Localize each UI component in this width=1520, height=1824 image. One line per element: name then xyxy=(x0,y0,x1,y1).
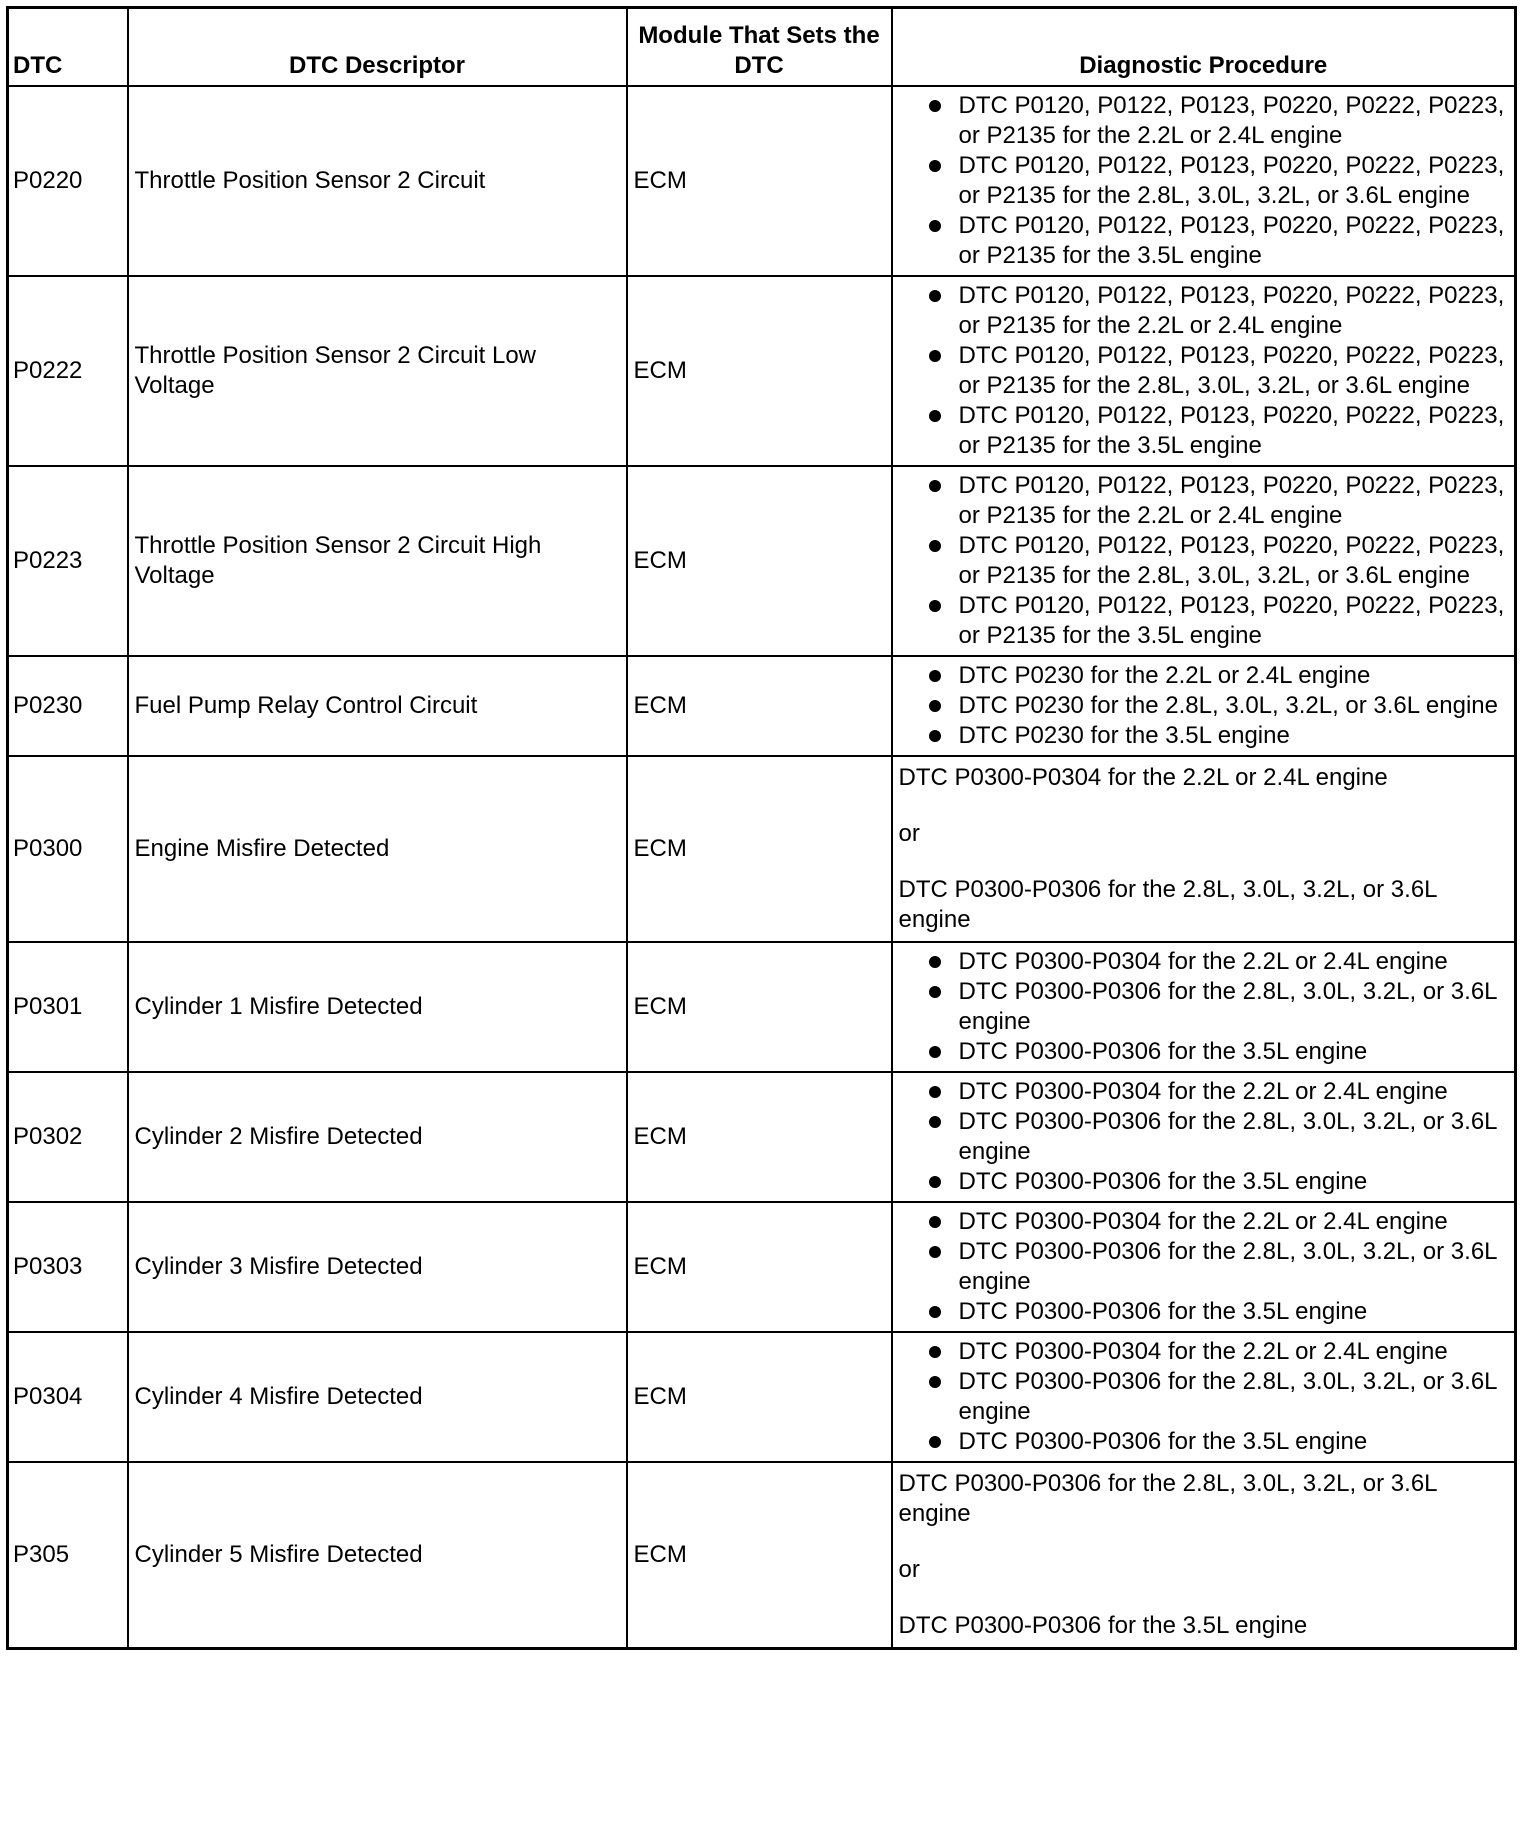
diagnostic-procedure xyxy=(892,86,1516,276)
dtc-code: P0223 xyxy=(8,466,128,656)
dtc-descriptor: Throttle Position Sensor 2 Circuit Low Voltage xyxy=(128,276,627,466)
procedure-link[interactable]: DTC P0120, P0122, P0123, P0220, P0222, P0223, or P2135 for the 2.8L, 3.0L, 3.2L, or 3.6L engine xyxy=(925,151,1509,211)
dtc-code: P0220 xyxy=(8,86,128,276)
procedure-link[interactable]: DTC P0300-P0306 for the 3.5L engine xyxy=(925,1427,1509,1457)
dtc-descriptor: Cylinder 3 Misfire Detected xyxy=(128,1202,627,1332)
procedure-link[interactable]: DTC P0120, P0122, P0123, P0220, P0222, P0223, or P2135 for the 3.5L engine xyxy=(925,211,1509,271)
diagnostic-procedure xyxy=(892,466,1516,656)
table-row xyxy=(8,86,1516,276)
dtc-module: ECM xyxy=(627,942,892,1072)
dtc-code: P0304 xyxy=(8,1332,128,1462)
dtc-module: ECM xyxy=(627,756,892,942)
table-row xyxy=(8,942,1516,1072)
procedure-link[interactable]: DTC P0120, P0122, P0123, P0220, P0222, P0223, or P2135 for the 2.8L, 3.0L, 3.2L, or 3.6L engine xyxy=(925,531,1509,591)
procedure-link[interactable]: DTC P0230 for the 2.8L, 3.0L, 3.2L, or 3.6L engine xyxy=(925,691,1509,721)
dtc-code: P0303 xyxy=(8,1202,128,1332)
procedure-link[interactable]: DTC P0300-P0306 for the 2.8L, 3.0L, 3.2L, or 3.6L engine xyxy=(898,1470,1437,1527)
dtc-descriptor: Cylinder 4 Misfire Detected xyxy=(128,1332,627,1462)
dtc-module: ECM xyxy=(627,276,892,466)
dtc-code: P0301 xyxy=(8,942,128,1072)
procedure-link[interactable]: DTC P0300-P0306 for the 2.8L, 3.0L, 3.2L, or 3.6L engine xyxy=(898,876,1437,933)
dtc-code: P305 xyxy=(8,1462,128,1649)
dtc-descriptor: Cylinder 2 Misfire Detected xyxy=(128,1072,627,1202)
header-module: Module That Sets the DTC xyxy=(627,8,892,87)
dtc-descriptor: Engine Misfire Detected xyxy=(128,756,627,942)
procedure-link[interactable]: DTC P0300-P0306 for the 3.5L engine xyxy=(925,1167,1509,1197)
dtc-module: ECM xyxy=(627,86,892,276)
dtc-descriptor: Cylinder 1 Misfire Detected xyxy=(128,942,627,1072)
procedure-link[interactable]: DTC P0230 for the 3.5L engine xyxy=(925,721,1509,751)
procedure-link[interactable]: DTC P0300-P0304 for the 2.2L or 2.4L engine xyxy=(925,1337,1509,1367)
table-row xyxy=(8,656,1516,756)
diagnostic-procedure xyxy=(892,1462,1516,1649)
table-row xyxy=(8,756,1516,942)
procedure-link[interactable]: DTC P0300-P0306 for the 2.8L, 3.0L, 3.2L, or 3.6L engine xyxy=(925,1367,1509,1427)
diagnostic-procedure xyxy=(892,276,1516,466)
diagnostic-procedure xyxy=(892,942,1516,1072)
dtc-module: ECM xyxy=(627,1072,892,1202)
dtc-module: ECM xyxy=(627,1332,892,1462)
header-descriptor: DTC Descriptor xyxy=(128,8,627,87)
procedure-link[interactable]: DTC P0300-P0306 for the 2.8L, 3.0L, 3.2L, or 3.6L engine xyxy=(925,977,1509,1037)
procedure-link[interactable]: DTC P0300-P0306 for the 3.5L engine xyxy=(925,1037,1509,1067)
procedure-link[interactable]: DTC P0120, P0122, P0123, P0220, P0222, P0223, or P2135 for the 2.2L or 2.4L engine xyxy=(925,471,1509,531)
procedure-link[interactable]: DTC P0120, P0122, P0123, P0220, P0222, P0223, or P2135 for the 3.5L engine xyxy=(925,401,1509,461)
table-row xyxy=(8,466,1516,656)
procedure-link[interactable]: DTC P0230 for the 2.2L or 2.4L engine xyxy=(925,661,1509,691)
table-row xyxy=(8,1202,1516,1332)
dtc-descriptor: Throttle Position Sensor 2 Circuit xyxy=(128,86,627,276)
dtc-module: ECM xyxy=(627,656,892,756)
procedure-link[interactable]: DTC P0120, P0122, P0123, P0220, P0222, P0223, or P2135 for the 3.5L engine xyxy=(925,591,1509,651)
table-row xyxy=(8,1072,1516,1202)
header-dtc: DTC xyxy=(8,8,128,87)
procedure-or-text: or xyxy=(898,820,920,847)
procedure-link[interactable]: DTC P0300-P0306 for the 2.8L, 3.0L, 3.2L, or 3.6L engine xyxy=(925,1107,1509,1167)
procedure-link[interactable]: DTC P0300-P0306 for the 3.5L engine xyxy=(925,1297,1509,1327)
procedure-link[interactable]: DTC P0300-P0306 for the 2.8L, 3.0L, 3.2L, or 3.6L engine xyxy=(925,1237,1509,1297)
procedure-link[interactable]: DTC P0300-P0306 for the 3.5L engine xyxy=(898,1612,1308,1639)
header-procedure: Diagnostic Procedure xyxy=(892,8,1516,87)
procedure-link[interactable]: DTC P0300-P0304 for the 2.2L or 2.4L engine xyxy=(925,1207,1509,1237)
diagnostic-procedure xyxy=(892,1202,1516,1332)
diagnostic-procedure xyxy=(892,656,1516,756)
procedure-link[interactable]: DTC P0120, P0122, P0123, P0220, P0222, P0223, or P2135 for the 2.2L or 2.4L engine xyxy=(925,281,1509,341)
table-row xyxy=(8,1332,1516,1462)
dtc-descriptor: Cylinder 5 Misfire Detected xyxy=(128,1462,627,1649)
dtc-module: ECM xyxy=(627,466,892,656)
procedure-link[interactable]: DTC P0300-P0304 for the 2.2L or 2.4L engine xyxy=(925,947,1509,977)
diagnostic-procedure xyxy=(892,1332,1516,1462)
dtc-table-container xyxy=(6,6,1517,1650)
dtc-module: ECM xyxy=(627,1462,892,1649)
dtc-descriptor: Fuel Pump Relay Control Circuit xyxy=(128,656,627,756)
dtc-code: P0302 xyxy=(8,1072,128,1202)
procedure-link[interactable]: DTC P0120, P0122, P0123, P0220, P0222, P0223, or P2135 for the 2.2L or 2.4L engine xyxy=(925,91,1509,151)
table-row xyxy=(8,1462,1516,1649)
procedure-link[interactable]: DTC P0300-P0304 for the 2.2L or 2.4L engine xyxy=(925,1077,1509,1107)
table-header-row xyxy=(8,8,1516,87)
diagnostic-procedure xyxy=(892,1072,1516,1202)
dtc-code: P0300 xyxy=(8,756,128,942)
dtc-module: ECM xyxy=(627,1202,892,1332)
procedure-link[interactable]: DTC P0120, P0122, P0123, P0220, P0222, P0223, or P2135 for the 2.8L, 3.0L, 3.2L, or 3.6L engine xyxy=(925,341,1509,401)
procedure-link[interactable]: DTC P0300-P0304 for the 2.2L or 2.4L engine xyxy=(898,764,1388,791)
dtc-code: P0230 xyxy=(8,656,128,756)
dtc-code: P0222 xyxy=(8,276,128,466)
diagnostic-procedure xyxy=(892,756,1516,942)
table-row xyxy=(8,276,1516,466)
procedure-or-text: or xyxy=(898,1556,920,1583)
dtc-table xyxy=(6,6,1517,1650)
dtc-descriptor: Throttle Position Sensor 2 Circuit High Voltage xyxy=(128,466,627,656)
